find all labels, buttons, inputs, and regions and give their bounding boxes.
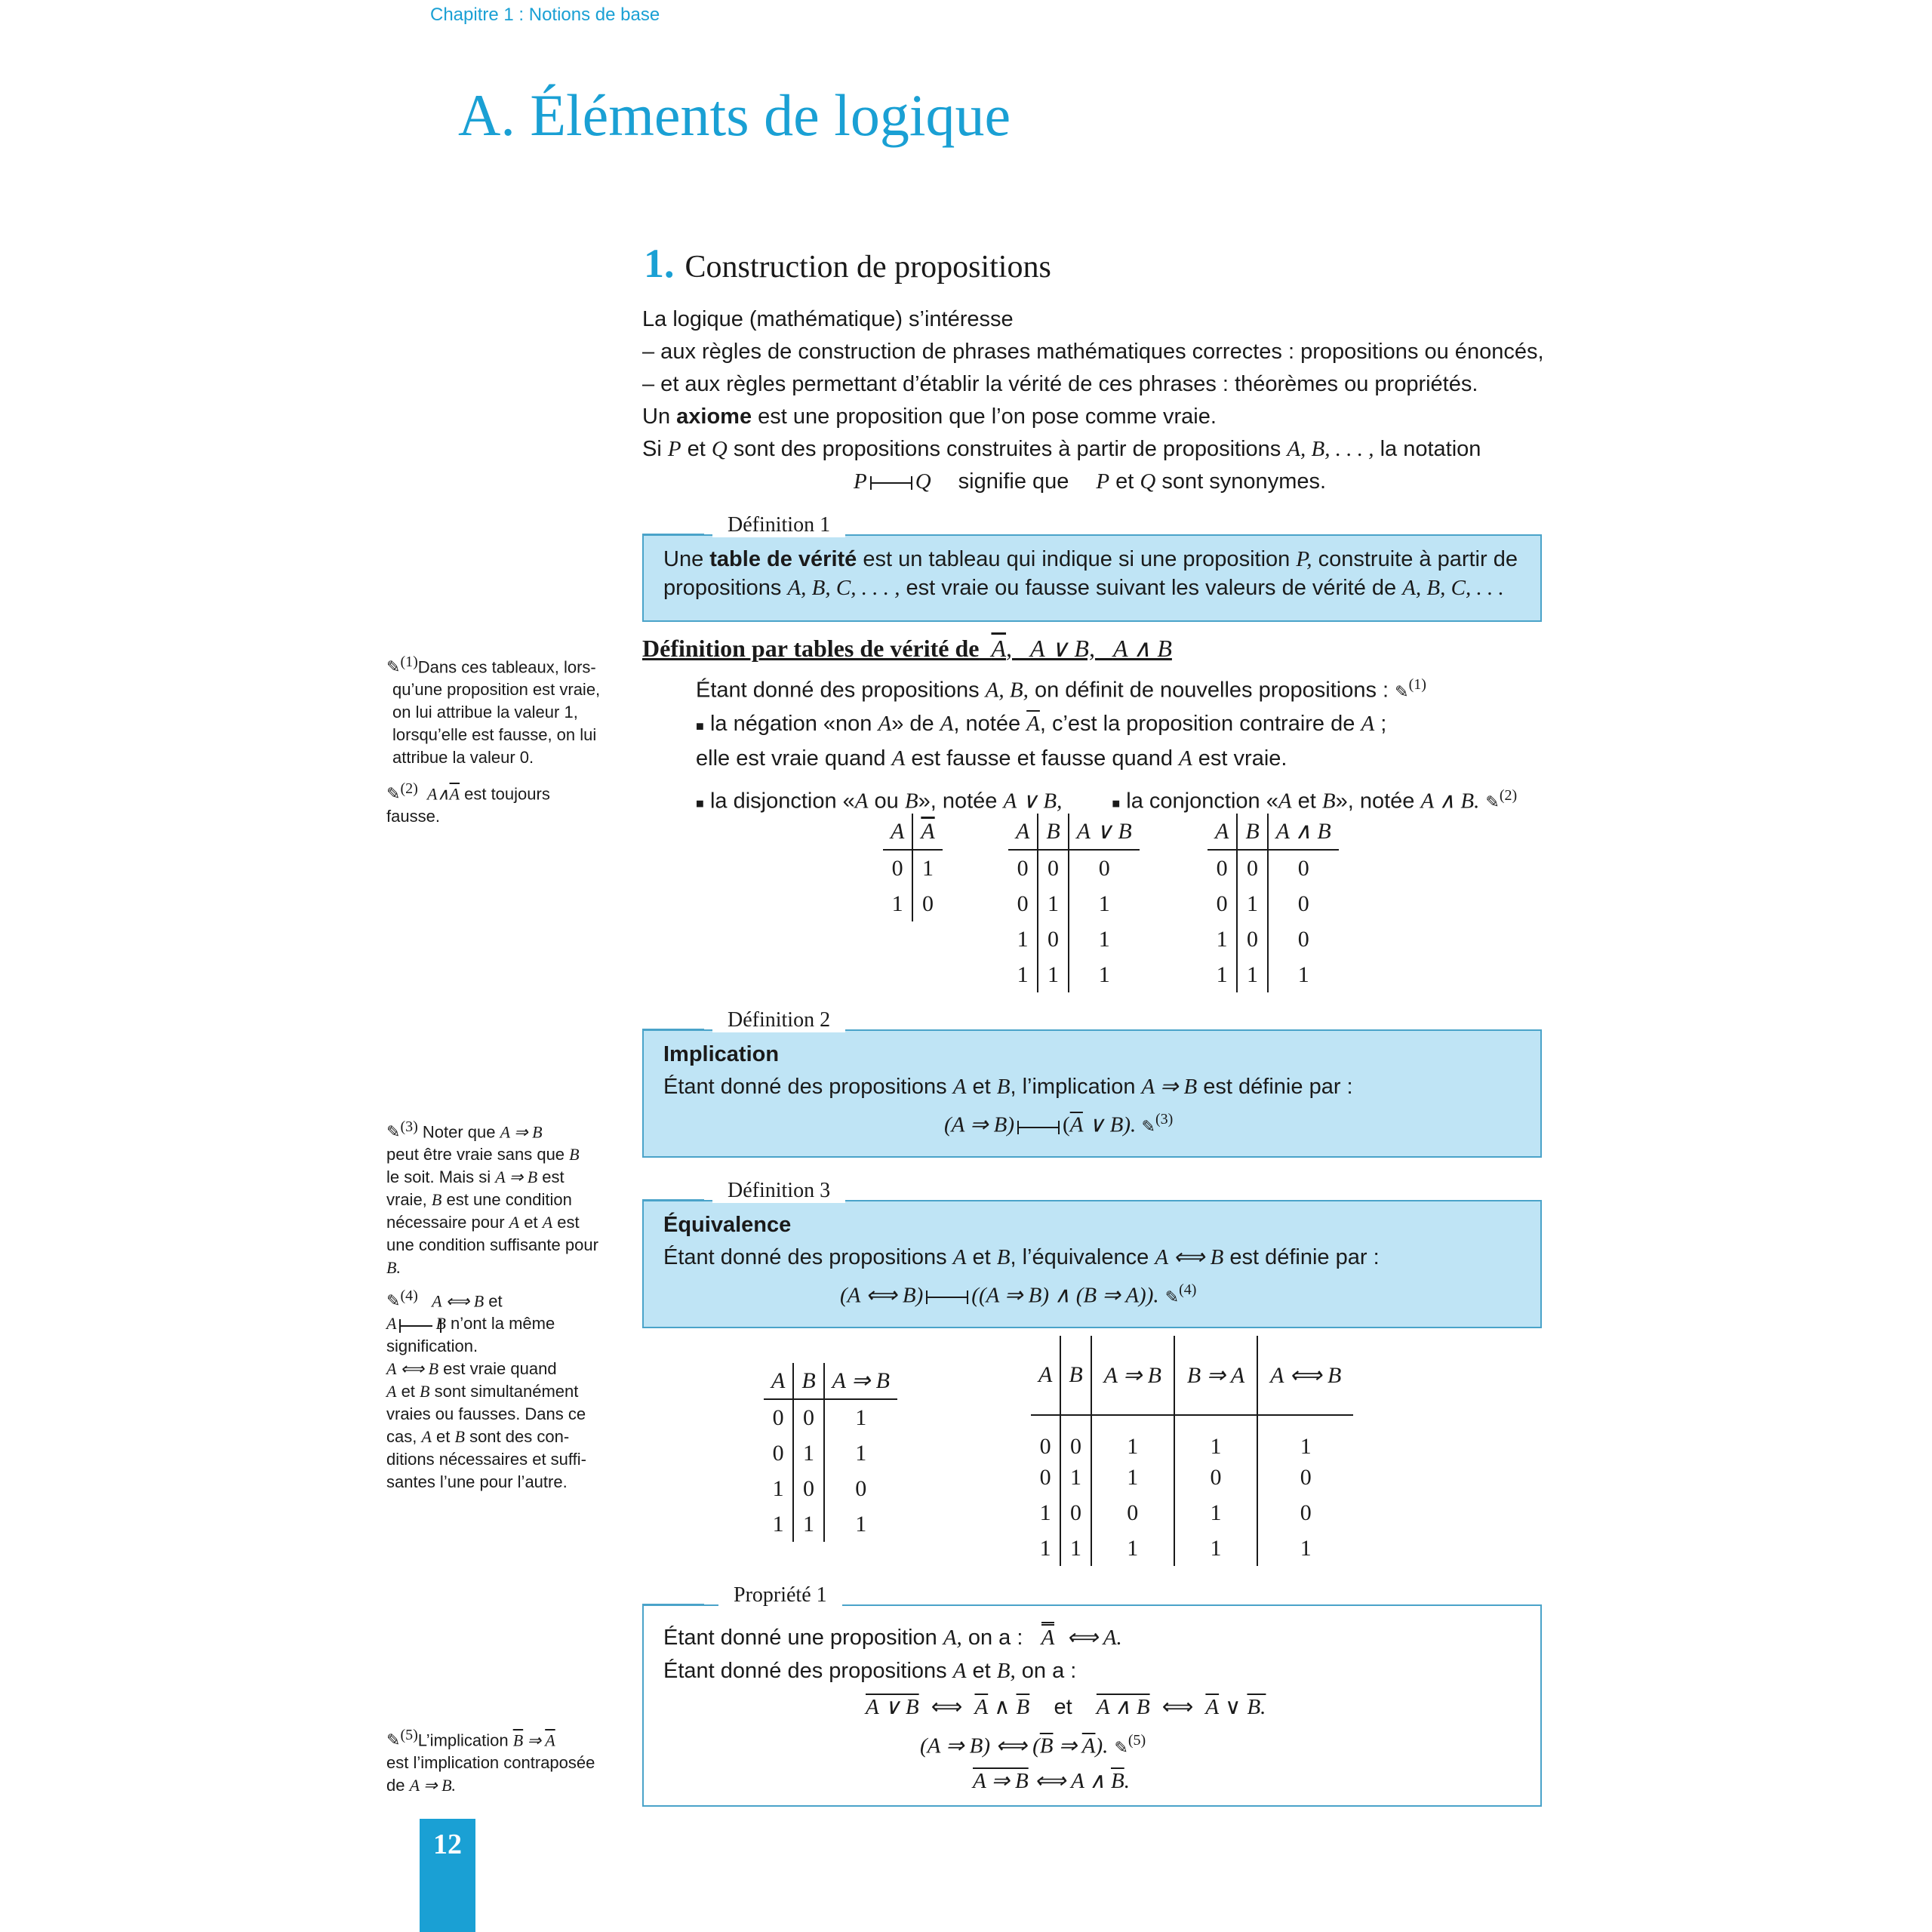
definition-3-box [642, 1200, 1542, 1328]
truth-table-equivalence: A B A ⇒ B B ⇒ A A ⟺ B 0 0 1 1 1 0 1 1 0 0 1 0 0 1 0 1 1 1 1 1 [1031, 1336, 1353, 1566]
pencil-icon: ✎ [386, 1291, 401, 1311]
table-row: 0 0 0 [1008, 850, 1140, 886]
pencil-icon: ✎ [386, 657, 401, 677]
definition-1-box [642, 534, 1542, 622]
bullet-icon: ■ [696, 718, 704, 734]
definition-3-label: Définition 3 [712, 1179, 845, 1203]
definition-3-text: Équivalence Étant donné des propositions A et B, l’équivalence A ⟺ B est définie par : (A ⟺ B) ((A ⇒ B) ∧ (B ⇒ A)). ✎$^{(4)}$ [663, 1209, 1531, 1313]
pencil-icon: ✎ [1485, 792, 1500, 812]
table-row: 1 1 1 1 1 [1031, 1531, 1353, 1566]
table-row: 0 1 1 [1008, 886, 1140, 921]
intro-line-5: Si P et Q sont des propositions construites à partir de propositions A, B, . . . , la notation [642, 437, 1481, 461]
pencil-icon: ✎ [1141, 1116, 1155, 1136]
synonym-arrow-icon [1017, 1119, 1060, 1134]
intro-paragraph [642, 303, 1548, 498]
pencil-icon: ✎ [386, 784, 401, 804]
table-row: 1 0 0 [764, 1471, 897, 1506]
truth-table-negation: A $\overline{A}$ 0 1 1 0 [883, 814, 943, 921]
margin-note-4: ✎(4) A ⟺ B et A B n’ont la même signification. A ⟺ B est vraie quand A et B sont simultanément vraies ou fausses. Dans ce cas, A et B sont des con- ditions nécessaires et suffi- santes l’une pour l’autre. [386, 1287, 586, 1492]
table-row: 1 0 0 [1208, 921, 1339, 957]
table-row: 0 1 [883, 850, 943, 886]
margin-note-5: ✎(5)L’implication $\overline{B}$ ⇒ $\overline{A}$ est l’implication contraposée de A ⇒ B. [386, 1727, 595, 1795]
chapter-title: A. Éléments de logique [458, 82, 1011, 148]
definition-2-title: Implication [663, 1042, 780, 1066]
definition-3-title: Équivalence [663, 1213, 792, 1237]
truth-table-intro: Étant donné des propositions A, B, on définit de nouvelles propositions : ✎$^{(1)}$ ■ la négation «non A» de A, notée $\overline{A}$, c’est la proposition contraire de A ; elle est vraie quand A est fausse et fausse quand A est vraie. ■ la disjonction «A ou B», notée A ∨ B, ■ la conjonction «A et B», notée A ∧ B. ✎$^{(2)}$ [696, 669, 1549, 820]
table-row: 1 1 1 [1008, 957, 1140, 992]
synonym-arrow-icon [399, 1318, 432, 1333]
page-number: 12 [420, 1819, 475, 1932]
table-row: 0 1 0 [1208, 886, 1339, 921]
margin-note-1: ✎(1)Dans ces tableaux, lors- qu’une proposition est vraie, on lui attribue la valeur 1, lorsqu’elle est fausse, on lui attribue la valeur 0. [386, 654, 601, 768]
definition-2-box [642, 1029, 1542, 1158]
intro-line-4: Un axiome est une proposition que l’on pose comme vraie. [642, 405, 1217, 429]
table-row: 1 1 1 [1208, 957, 1339, 992]
intro-line-3: – et aux règles permettant d’établir la vérité de ces phrases : théorèmes ou propriétés. [642, 372, 1478, 396]
table-row: 0 1 1 0 0 [1031, 1460, 1353, 1495]
table-row: 0 0 1 [764, 1399, 897, 1435]
truth-table-and: A B A ∧ B 0 0 0 0 1 0 1 0 0 1 1 1 [1208, 814, 1339, 992]
property-1-rule-left [642, 1604, 704, 1605]
definition-2-label: Définition 2 [712, 1008, 845, 1032]
intro-line-1: La logique (mathématique) s’intéresse [642, 307, 1014, 331]
pencil-icon: ✎ [1164, 1287, 1180, 1306]
definition-3-rule-left [642, 1199, 704, 1201]
margin-note-2: ✎(2) $A\wedge\overline{A}$ est toujours fausse. [386, 780, 550, 826]
truth-table-heading: Définition par tables de vérité de A, A ∨ B, A ∧ B [642, 635, 1172, 662]
pencil-icon: ✎ [1395, 681, 1409, 701]
property-1-text: Étant donné une proposition A, on a : A ⟺ A. Étant donné des propositions A et B, on a : A ∨ B ⟺ $\overline{A}$ ∧ $\overline{B}$ et A ∧ B ⟺ $\overline{A}$ ∨ B. (A ⇒ B) ⟺ ($\overline{B}$ ⇒ $\overline{A}$). ✎$^{(5)}$ A ⇒ B ⟺ A ∧ $\overline{B}$. [663, 1621, 1531, 1798]
table-row: 1 0 1 [1008, 921, 1140, 957]
section-title: Construction de propositions [685, 250, 1051, 285]
margin-note-3: ✎(3) Noter que A ⇒ B peut être vraie sans que B le soit. Mais si A ⇒ B est vraie, B est une condition nécessaire pour A et A est une condition suffisante pour B. [386, 1118, 598, 1278]
running-head: Chapitre 1 : Notions de base [430, 5, 660, 25]
table-row: 0 0 0 [1208, 850, 1339, 886]
section-number: 1. [644, 241, 675, 286]
pencil-icon: ✎ [1114, 1737, 1128, 1757]
table-row: 1 0 0 1 0 [1031, 1495, 1353, 1531]
definition-1-rule-left [642, 534, 704, 535]
pencil-icon: ✎ [386, 1730, 401, 1750]
table-row: 0 1 1 [764, 1435, 897, 1471]
truth-table-or: A B A ∨ B 0 0 0 0 1 1 1 0 1 1 1 1 [1008, 814, 1140, 992]
bullet-icon: ■ [696, 795, 704, 811]
intro-line-6: P Q signifie que P et Q sont synonymes. [854, 469, 1327, 494]
intro-line-2: – aux règles de construction de phrases mathématiques correctes : propositions ou énoncés, [642, 340, 1544, 364]
definition-1-text: Une table de vérité est un tableau qui indique si une proposition P, construite à partir de propositions A, B, C, . . . , est vraie ou fausse suivant les valeurs de vérité de A, B, C, . . . [663, 547, 1518, 600]
table-row: 0 0 1 1 1 [1031, 1415, 1353, 1460]
definition-2-rule-left [642, 1029, 704, 1030]
pencil-icon: ✎ [386, 1122, 401, 1142]
property-1-box [642, 1604, 1542, 1807]
synonym-arrow-icon [926, 1289, 968, 1304]
axiome-term: axiome [676, 405, 752, 429]
definition-2-text: Implication Étant donné des propositions A et B, l’implication A ⇒ B est définie par : (A ⇒ B) ($\overline{A}$ ∨ B). ✎$^{(3)}$ [663, 1038, 1531, 1143]
bullet-icon: ■ [1112, 795, 1121, 811]
synonym-arrow-icon [870, 475, 912, 490]
truth-table-implication: A B A ⇒ B 0 0 1 0 1 1 1 0 0 1 1 1 [764, 1363, 897, 1542]
property-1-label: Propriété 1 [718, 1583, 842, 1607]
table-row: 1 0 [883, 886, 943, 921]
table-row: 1 1 1 [764, 1506, 897, 1542]
section-heading [644, 240, 1051, 287]
definition-1-label: Définition 1 [712, 513, 845, 537]
